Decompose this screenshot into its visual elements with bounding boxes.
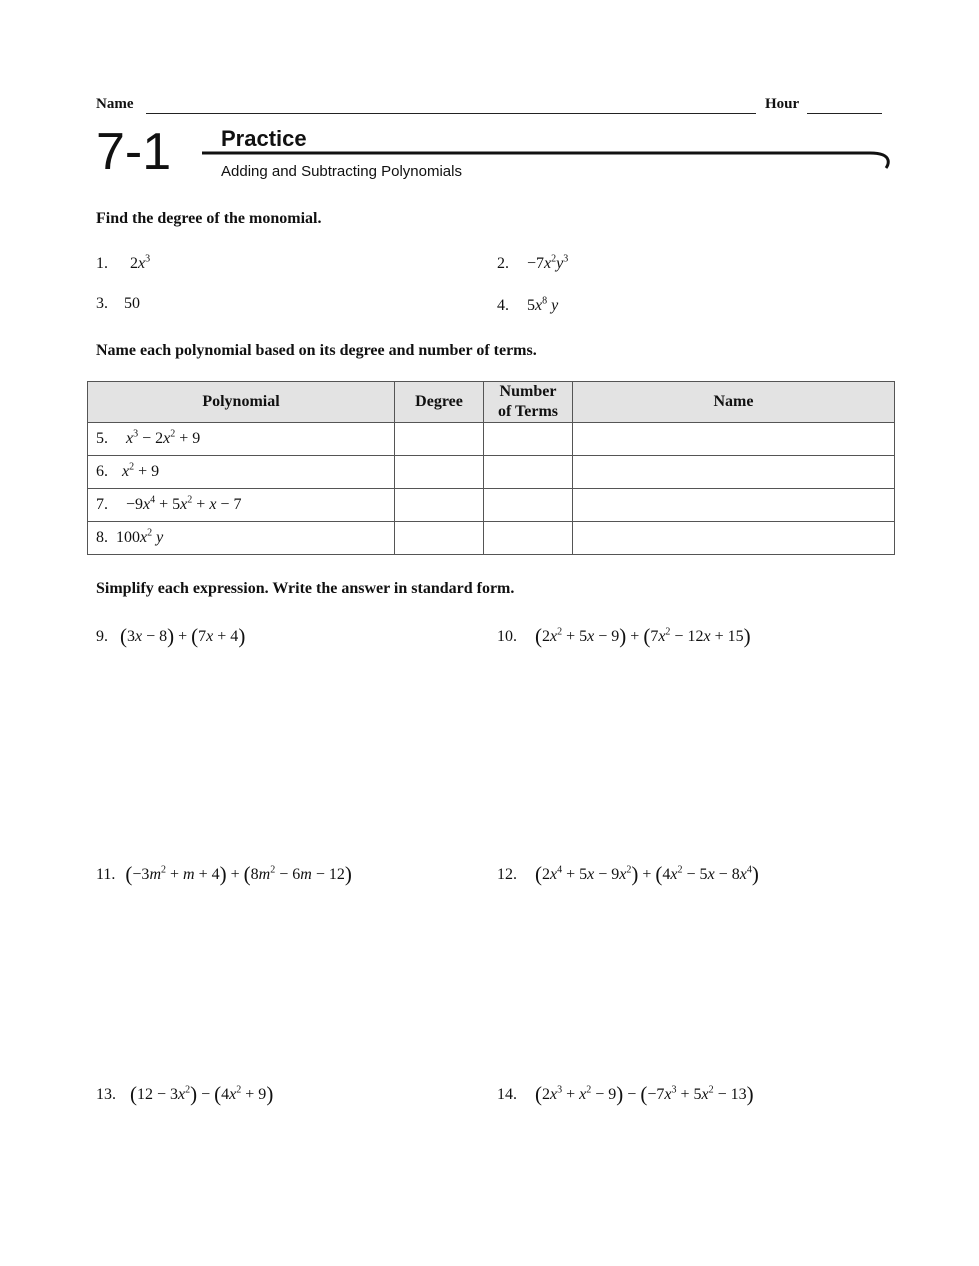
terms-answer-cell[interactable] <box>484 423 573 456</box>
problem-expression: $-7x^2y^3$ <box>527 253 569 272</box>
degree-answer-cell[interactable] <box>395 489 484 522</box>
name-answer-cell[interactable] <box>573 489 895 522</box>
name-answer-cell[interactable] <box>573 522 895 555</box>
terms-answer-cell[interactable] <box>484 456 573 489</box>
problem-expression: $(2x^2 + 5x - 9) + (7x^2 - 12x + 15)$ <box>535 624 751 648</box>
lesson-number: 7-1 <box>96 123 172 181</box>
problem-expression: $-9x^4 + 5x^2 + x - 7$ <box>126 494 242 513</box>
problem-number: 5. <box>96 430 108 447</box>
problem-number: 14. <box>497 1086 517 1103</box>
problem-expression: $100x^2$ y <box>116 527 164 546</box>
section-3-instruction: Simplify each expression. Write the answer in standard form. <box>96 580 515 597</box>
problem-10 <box>497 624 751 649</box>
polynomial-cell <box>88 489 395 522</box>
problem-2 <box>497 255 568 273</box>
problem-number: 9. <box>96 628 108 645</box>
problem-expression: $2x^3$ <box>130 253 151 272</box>
problem-number: 7. <box>96 496 108 513</box>
polynomial-cell <box>88 456 395 489</box>
problem-expression: $x^3 - 2x^2 + 9$ <box>126 428 201 447</box>
terms-answer-cell[interactable] <box>484 522 573 555</box>
column-header-name: Name <box>573 382 895 423</box>
name-answer-cell[interactable] <box>573 423 895 456</box>
problem-number: 6. <box>96 463 108 480</box>
problem-number: 1. <box>96 255 108 272</box>
problem-number: 8. <box>96 529 108 546</box>
name-blank[interactable] <box>146 113 756 114</box>
table-row <box>88 456 895 489</box>
column-header-terms: Number of Terms <box>484 382 573 423</box>
terms-answer-cell[interactable] <box>484 489 573 522</box>
problem-expression: $5x^8$ y <box>527 295 559 314</box>
column-header-degree: Degree <box>395 382 484 423</box>
problem-expression: $(2x^4 + 5x - 9x^2) + (4x^2 - 5x - 8x^4)$ <box>535 862 759 886</box>
section-1-instruction: Find the degree of the monomial. <box>96 210 322 227</box>
table-row <box>88 522 895 555</box>
problem-expression: $(2x^3 + x^2 - 9) - (-7x^3 + 5x^2 - 13)$ <box>535 1082 754 1106</box>
problem-number: 2. <box>497 255 509 272</box>
problem-expression: 50 <box>124 295 140 312</box>
problem-number: 4. <box>497 297 509 314</box>
problem-number: 3. <box>96 295 108 312</box>
polynomial-cell <box>88 522 395 555</box>
degree-answer-cell[interactable] <box>395 522 484 555</box>
problem-1 <box>96 255 150 273</box>
polynomial-cell <box>88 423 395 456</box>
page-subtitle: Adding and Subtracting Polynomials <box>221 163 462 180</box>
hour-blank[interactable] <box>807 113 882 114</box>
table-row <box>88 489 895 522</box>
problem-number: 10. <box>497 628 517 645</box>
problem-3 <box>96 295 140 313</box>
name-label: Name <box>96 96 134 112</box>
table-header-row <box>88 382 895 423</box>
problem-13 <box>96 1082 273 1107</box>
problem-4 <box>497 297 558 315</box>
section-2-instruction: Name each polynomial based on its degree and number of terms. <box>96 342 537 359</box>
problem-12 <box>497 862 759 887</box>
problem-expression: $(12 - 3x^2) - (4x^2 + 9)$ <box>130 1082 274 1106</box>
hour-label: Hour <box>765 96 800 112</box>
problem-expression: $x^2 + 9$ <box>122 461 160 480</box>
problem-number: 13. <box>96 1086 116 1103</box>
problem-number: 12. <box>497 866 517 883</box>
degree-answer-cell[interactable] <box>395 456 484 489</box>
name-answer-cell[interactable] <box>573 456 895 489</box>
column-header-polynomial: Polynomial <box>88 382 395 423</box>
table-row <box>88 423 895 456</box>
problem-9 <box>96 624 245 649</box>
problem-11 <box>96 862 352 887</box>
page-title: Practice <box>221 126 307 151</box>
polynomial-table <box>87 381 895 555</box>
problem-14 <box>497 1082 754 1107</box>
problem-expression: (3x − 8) + (7x + 4) <box>120 624 246 648</box>
problem-number: 11. <box>96 866 116 883</box>
problem-expression: $(-3m^2 + m + 4) + (8m^2 - 6m - 12)$ <box>125 862 352 886</box>
degree-answer-cell[interactable] <box>395 423 484 456</box>
